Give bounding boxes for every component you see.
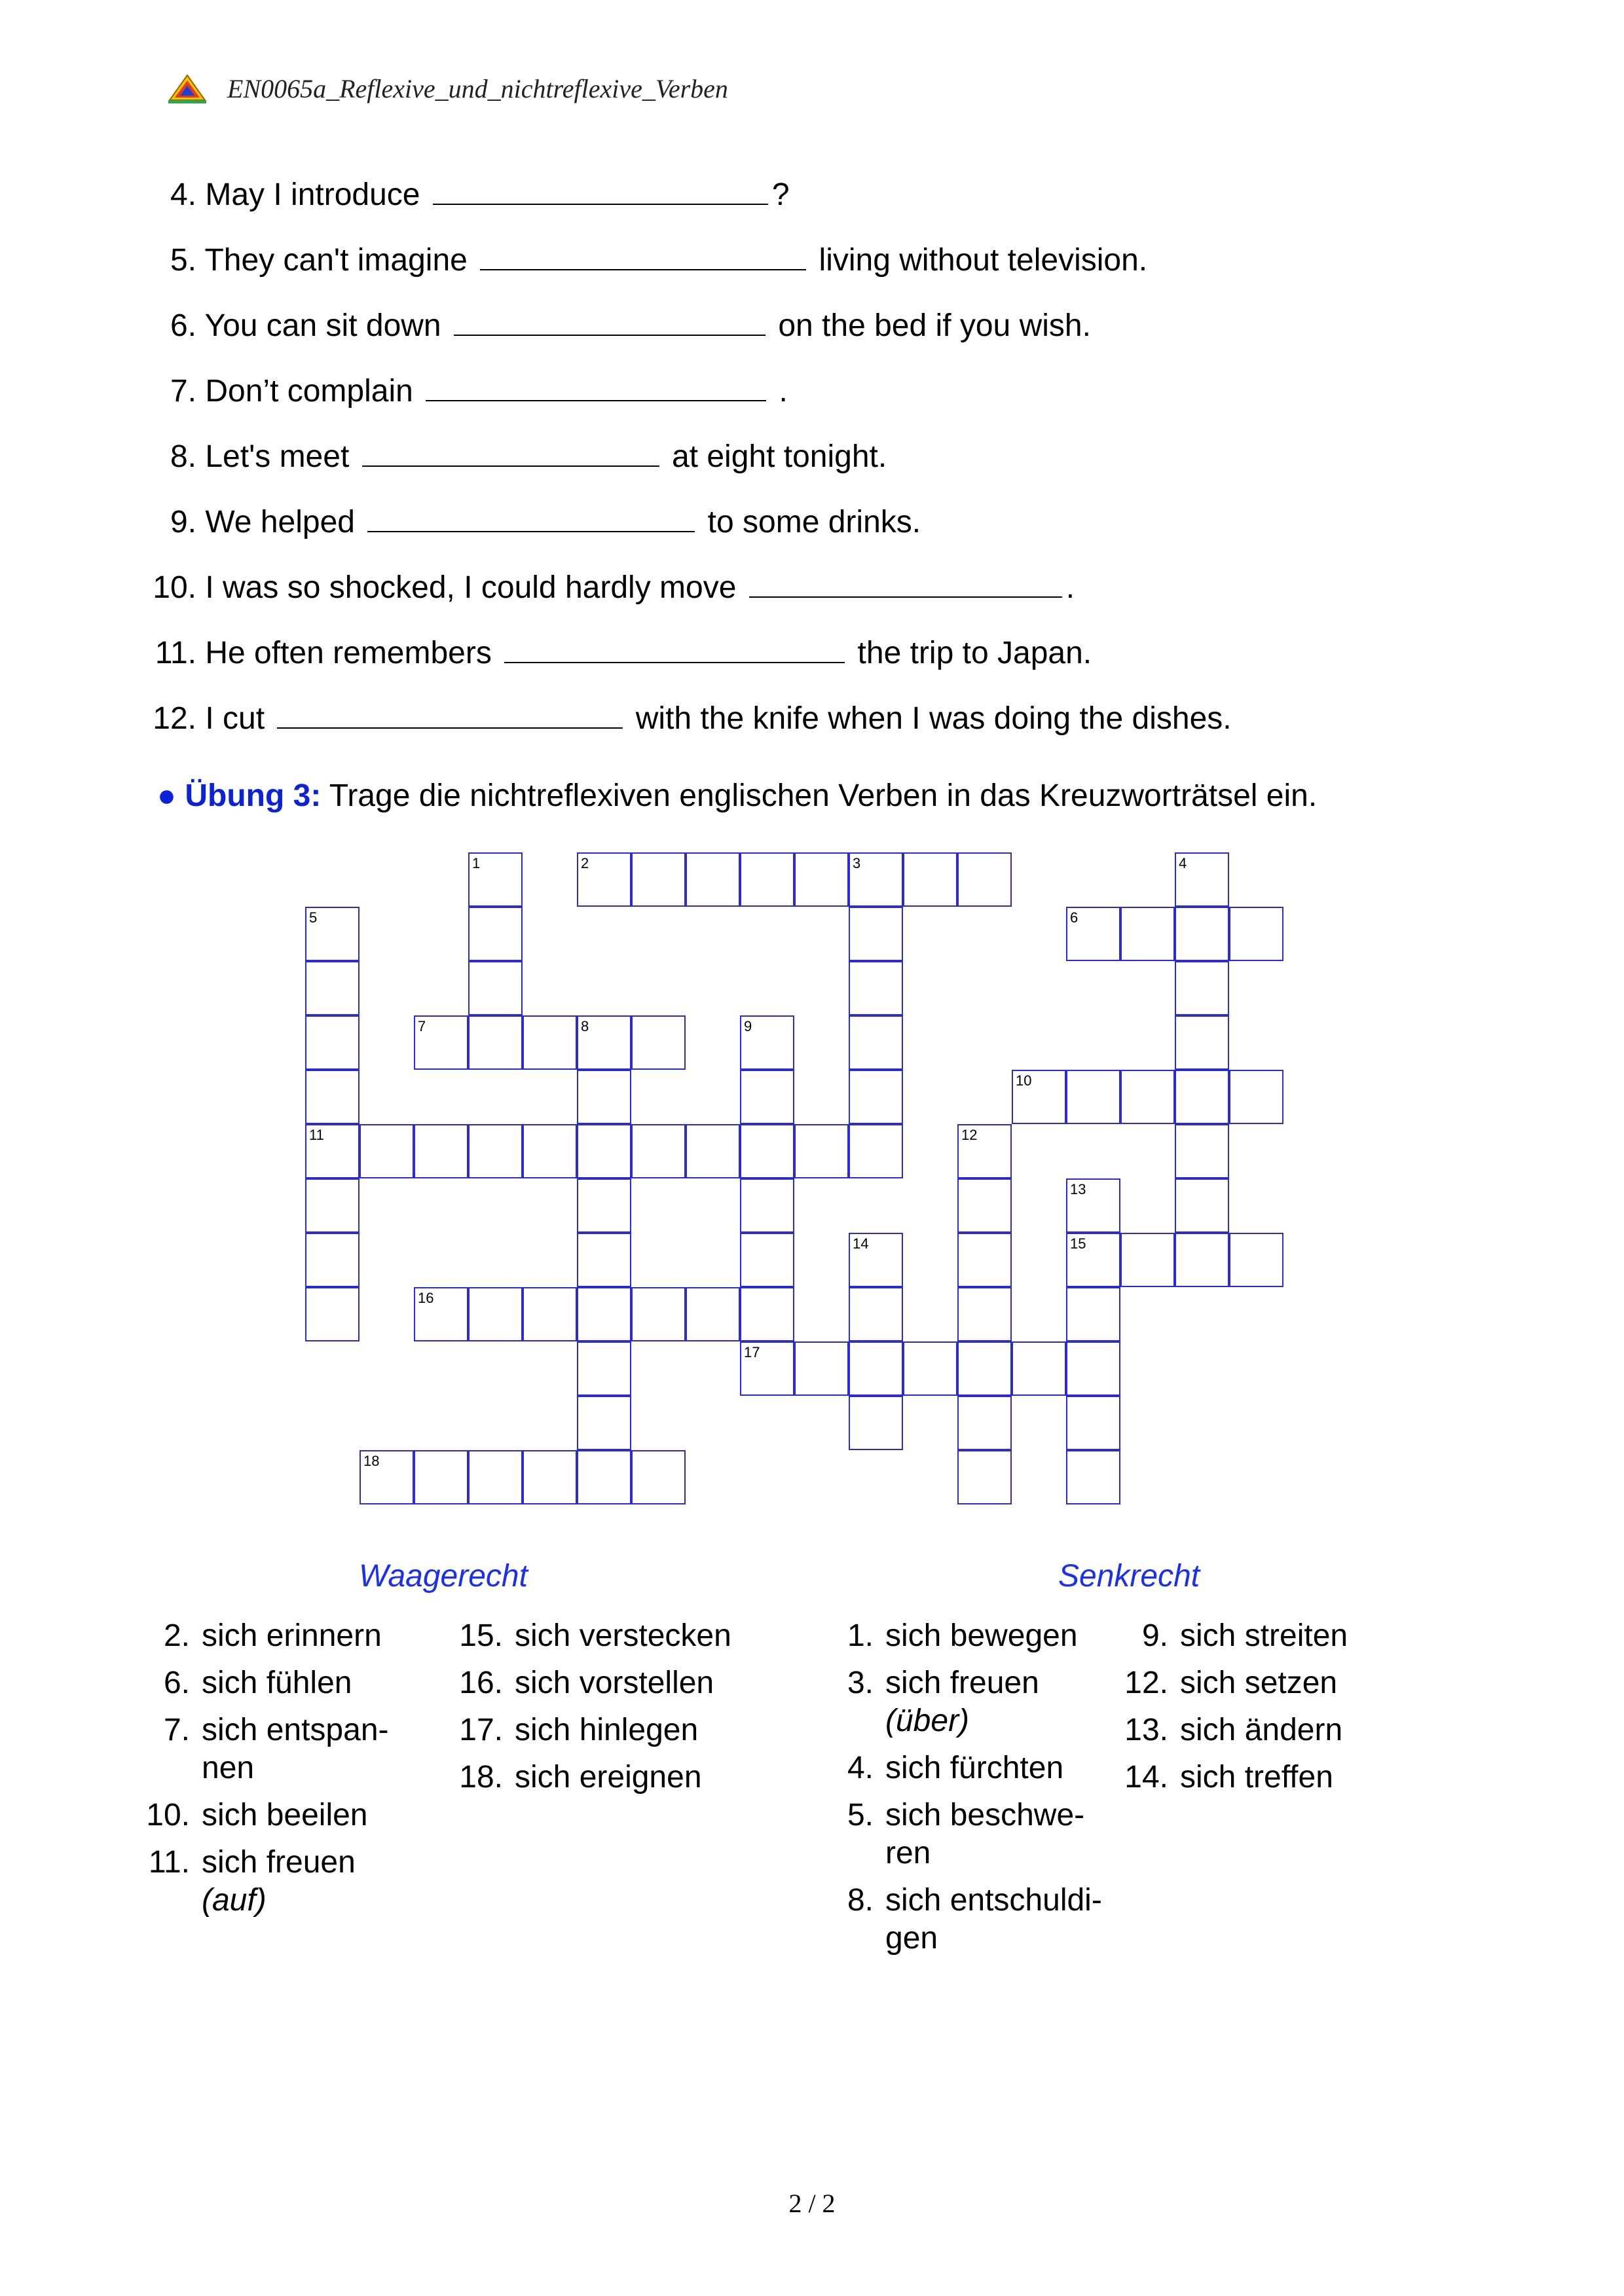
clue-down-continuation: [821, 1834, 931, 1872]
sentence-text: on the bed if you wish.: [778, 308, 1091, 343]
crossword-cell[interactable]: [1012, 1341, 1066, 1396]
sentence-item: [0, 306, 1091, 346]
crossword-cell[interactable]: [305, 1015, 360, 1070]
sentence-text: May I introduce: [205, 177, 420, 212]
clue-text: sich ändern: [1180, 1713, 1343, 1747]
clue-text: sich freuen: [885, 1666, 1039, 1700]
clue-number: 14.: [1124, 1760, 1168, 1795]
document-title: EN0065a_Reflexive_und_nichtreflexive_Verben: [227, 74, 728, 103]
crossword-cell[interactable]: [577, 1015, 631, 1070]
clue-down: [821, 1882, 1102, 1920]
crossword-cell[interactable]: [740, 1341, 794, 1396]
exercise-text: Trage die nichtreflexiven englischen Verben in das Kreuzworträtsel ein.: [329, 778, 1318, 813]
crossword-cell[interactable]: [305, 1233, 360, 1287]
crossword-cell[interactable]: [1066, 1287, 1120, 1341]
crossword-cell-number: 4: [1179, 855, 1187, 871]
crossword-cell[interactable]: [631, 852, 686, 907]
crossword-cell-number: 11: [309, 1127, 324, 1143]
sentence-item: [0, 175, 790, 215]
crossword-cell[interactable]: [1120, 1070, 1175, 1124]
sentence-text: Don’t complain: [205, 374, 413, 409]
clue-hint: (über): [885, 1704, 970, 1738]
crossword-cell[interactable]: [523, 1124, 577, 1178]
crossword-cell[interactable]: [1175, 1070, 1229, 1124]
crossword-cell[interactable]: [794, 852, 849, 907]
crossword-cell-number: 9: [744, 1018, 752, 1034]
crossword-cell[interactable]: [1120, 907, 1175, 961]
crossword-cell-number: 15: [1070, 1235, 1086, 1252]
clue-down: [821, 1617, 1078, 1655]
crossword-cell[interactable]: [849, 1015, 903, 1070]
crossword-cell[interactable]: [740, 1287, 794, 1341]
sentence-number: 11.: [155, 636, 196, 670]
crossword-cell[interactable]: [794, 1341, 849, 1396]
crossword-cell[interactable]: [631, 1450, 686, 1504]
crossword-cell[interactable]: [414, 1124, 468, 1178]
crossword-cell[interactable]: [305, 1070, 360, 1124]
clue-across: [138, 1711, 389, 1749]
sentence-text: with the knife when I was doing the dishes.: [635, 701, 1232, 736]
crossword-cell[interactable]: [360, 1124, 414, 1178]
crossword-cell[interactable]: [414, 1287, 468, 1341]
clue-across: [138, 1664, 352, 1702]
answer-blank[interactable]: [433, 177, 768, 205]
clue-down: [1116, 1711, 1342, 1749]
crossword-cell[interactable]: [849, 1124, 903, 1178]
crossword-cell[interactable]: [468, 1015, 523, 1070]
crossword-cell-number: 5: [309, 909, 318, 926]
sentence-item: [0, 634, 1092, 673]
crossword-cell[interactable]: [523, 1287, 577, 1341]
sentence-number: 12.: [153, 701, 196, 736]
exercise-instruction: [157, 778, 1317, 814]
clue-text: gen: [885, 1921, 938, 1956]
crossword-cell[interactable]: [577, 1233, 631, 1287]
sentence-item: [0, 503, 921, 542]
sentence-number: 4.: [170, 177, 196, 212]
sentence-text: living without television.: [819, 243, 1148, 278]
answer-blank[interactable]: [362, 439, 659, 467]
crossword-cell-number: 6: [1070, 909, 1079, 926]
crossword-cell-number: 14: [853, 1235, 869, 1252]
crossword-cell[interactable]: [957, 852, 1012, 907]
clue-down-continuation: [821, 1920, 938, 1958]
clue-text: sich bewegen: [885, 1618, 1078, 1653]
crossword-cell[interactable]: [957, 1233, 1012, 1287]
sentence-text: Let's meet: [205, 439, 350, 474]
crossword-cell[interactable]: [1175, 1124, 1229, 1178]
clue-text: ren: [885, 1836, 931, 1870]
clue-across: [451, 1711, 698, 1749]
answer-blank[interactable]: [504, 636, 845, 663]
clue-text: sich treffen: [1180, 1760, 1333, 1795]
sentence-number: 7.: [170, 374, 196, 409]
clue-down-continuation: [821, 1702, 969, 1740]
crossword-cell[interactable]: [1175, 1178, 1229, 1233]
crossword-cell[interactable]: [577, 1124, 631, 1178]
clue-across: [451, 1758, 702, 1796]
sentence-text: They can't imagine: [204, 243, 468, 278]
crossword-cell[interactable]: [1120, 1233, 1175, 1287]
sentence-number: 10.: [153, 570, 196, 605]
clue-text: sich beeilen: [202, 1798, 368, 1832]
crossword-cell[interactable]: [577, 852, 631, 907]
crossword-cell[interactable]: [957, 1287, 1012, 1341]
sentence-text: He often remembers: [205, 636, 492, 670]
crossword-cell[interactable]: [903, 852, 957, 907]
crossword-cell[interactable]: [1175, 1233, 1229, 1287]
crossword-cell[interactable]: [849, 1341, 903, 1396]
crossword-cell-number: 12: [961, 1127, 978, 1143]
clue-down: [821, 1749, 1063, 1787]
clue-number: 5.: [847, 1798, 874, 1832]
crossword-cell-number: 17: [744, 1344, 760, 1360]
clue-text: nen: [202, 1751, 255, 1785]
crossword-cell[interactable]: [686, 1287, 740, 1341]
crossword-cell[interactable]: [1229, 1070, 1283, 1124]
sentence-number: 5.: [170, 243, 196, 278]
crossword-cell[interactable]: [577, 1178, 631, 1233]
crossword-cell[interactable]: [957, 1396, 1012, 1450]
crossword-cell[interactable]: [577, 1450, 631, 1504]
clue-across: [138, 1844, 356, 1882]
clue-hint: (auf): [202, 1883, 267, 1918]
clue-number: 1.: [847, 1618, 874, 1653]
crossword-cell[interactable]: [523, 1450, 577, 1504]
crossword-cell[interactable]: [957, 1450, 1012, 1504]
crossword-cell[interactable]: [849, 1287, 903, 1341]
clue-text: sich freuen: [202, 1845, 356, 1880]
crossword-cell-number: 13: [1070, 1181, 1086, 1197]
across-heading: Waagerecht: [359, 1559, 528, 1594]
clue-text: sich erinnern: [202, 1618, 382, 1653]
clue-text: sich entschuldi-: [885, 1883, 1102, 1918]
clue-text: sich entspan-: [202, 1713, 389, 1747]
crossword-cell[interactable]: [957, 1178, 1012, 1233]
clue-across: [138, 1617, 382, 1655]
crossword-cell[interactable]: [305, 1178, 360, 1233]
crossword-cell[interactable]: [1066, 1070, 1120, 1124]
crossword-cell[interactable]: [414, 1015, 468, 1070]
clue-down: [1116, 1664, 1337, 1702]
crossword-cell[interactable]: [631, 1124, 686, 1178]
crossword-cell[interactable]: [305, 961, 360, 1015]
crossword-cell[interactable]: [577, 1341, 631, 1396]
crossword-cell-number: 8: [581, 1018, 589, 1034]
sentence-number: 6.: [170, 308, 196, 343]
crossword-cell-number: 16: [418, 1290, 434, 1306]
crossword-cell[interactable]: [1175, 852, 1229, 907]
crossword-cell[interactable]: [468, 1450, 523, 1504]
clue-number: 12.: [1124, 1666, 1168, 1700]
sentence-item: [0, 241, 1147, 280]
crossword-cell[interactable]: [740, 1015, 794, 1070]
crossword-cell[interactable]: [849, 1070, 903, 1124]
clue-down: [1116, 1617, 1348, 1655]
sentence-text: at eight tonight.: [671, 439, 887, 474]
answer-blank[interactable]: [480, 243, 806, 270]
crossword-cell[interactable]: [631, 1015, 686, 1070]
clue-number: 18.: [459, 1760, 503, 1795]
sentence-text: We helped: [205, 505, 355, 539]
crossword-cell[interactable]: [360, 1450, 414, 1504]
clue-across: [451, 1664, 714, 1702]
crossword-cell[interactable]: [957, 1124, 1012, 1178]
crossword-cell[interactable]: [740, 1124, 794, 1178]
clue-number: 7.: [163, 1713, 190, 1747]
clue-down: [1116, 1758, 1333, 1796]
clue-number: 6.: [163, 1666, 190, 1700]
crossword-cell[interactable]: [849, 852, 903, 907]
crossword-cell[interactable]: [740, 852, 794, 907]
crossword-cell-number: 7: [418, 1018, 426, 1034]
sentence-item: [0, 437, 887, 477]
crossword-cell[interactable]: [686, 1124, 740, 1178]
crossword-cell[interactable]: [414, 1450, 468, 1504]
crossword-cell-number: 3: [853, 855, 861, 871]
crossword-cell[interactable]: [686, 852, 740, 907]
book-logo-icon: [167, 74, 208, 104]
crossword-cell[interactable]: [1012, 1070, 1066, 1124]
sentence-item: [0, 699, 1232, 738]
crossword-cell[interactable]: [305, 1124, 360, 1178]
sentence-text: the trip to Japan.: [857, 636, 1092, 670]
clue-text: sich fürchten: [885, 1751, 1064, 1785]
clue-number: 11.: [148, 1845, 190, 1880]
clue-text: sich streiten: [1180, 1618, 1348, 1653]
clue-number: 8.: [847, 1883, 874, 1918]
crossword-cell[interactable]: [577, 1396, 631, 1450]
clue-text: sich vorstellen: [515, 1666, 714, 1700]
crossword-cell[interactable]: [1066, 1341, 1120, 1396]
crossword-cell[interactable]: [849, 1396, 903, 1450]
clue-number: 4.: [847, 1751, 874, 1785]
sentence-text: .: [1065, 570, 1075, 605]
sentence-text: You can sit down: [204, 308, 441, 343]
crossword-cell[interactable]: [305, 1287, 360, 1341]
clue-text: sich setzen: [1180, 1666, 1338, 1700]
crossword-cell[interactable]: [740, 1178, 794, 1233]
crossword-cell[interactable]: [849, 907, 903, 961]
crossword-cell[interactable]: [1066, 1178, 1120, 1233]
clue-number: 3.: [847, 1666, 874, 1700]
clue-number: 10.: [146, 1798, 190, 1832]
clue-across-continuation: [138, 1882, 267, 1920]
crossword-cell[interactable]: [1175, 1015, 1229, 1070]
crossword-cell[interactable]: [577, 1287, 631, 1341]
sentence-text: .: [779, 374, 788, 409]
crossword-cell[interactable]: [849, 1233, 903, 1287]
crossword-cell[interactable]: [468, 907, 523, 961]
crossword-cell[interactable]: [957, 1341, 1012, 1396]
clue-number: 9.: [1141, 1618, 1168, 1653]
clue-down: [821, 1664, 1039, 1702]
clue-across-continuation: [138, 1749, 254, 1787]
down-heading: Senkrecht: [1058, 1559, 1200, 1594]
crossword-cell[interactable]: [631, 1287, 686, 1341]
header: [167, 73, 728, 104]
crossword-cell[interactable]: [523, 1015, 577, 1070]
crossword-cell[interactable]: [849, 961, 903, 1015]
exercise-label: Übung 3:: [185, 778, 322, 813]
sentence-text: to some drinks.: [707, 505, 921, 539]
sentence-text: I was so shocked, I could hardly move: [205, 570, 737, 605]
crossword-cell[interactable]: [740, 1233, 794, 1287]
bullet-icon: ●: [157, 778, 176, 813]
crossword-cell-number: 18: [363, 1453, 380, 1469]
clue-text: sich fühlen: [202, 1666, 352, 1700]
page-number: 2 / 2: [788, 2189, 836, 2218]
crossword-cell[interactable]: [1229, 907, 1283, 961]
crossword-cell-number: 1: [472, 855, 481, 871]
sentence-text: I cut: [205, 701, 265, 736]
sentence-number: 8.: [170, 439, 196, 474]
answer-blank[interactable]: [749, 570, 1062, 598]
clue-number: 13.: [1124, 1713, 1168, 1747]
clue-number: 15.: [459, 1618, 503, 1653]
crossword-cell[interactable]: [305, 907, 360, 961]
crossword-cell[interactable]: [1066, 1233, 1120, 1287]
clue-text: sich ereignen: [515, 1760, 702, 1795]
clue-number: 2.: [163, 1618, 190, 1653]
clue-number: 16.: [459, 1666, 503, 1700]
crossword-cell[interactable]: [468, 852, 523, 907]
answer-blank[interactable]: [454, 308, 766, 336]
crossword-cell[interactable]: [903, 1341, 957, 1396]
crossword-cell[interactable]: [1229, 1233, 1283, 1287]
sentence-item: [0, 372, 788, 411]
answer-blank[interactable]: [426, 374, 766, 401]
crossword-cell[interactable]: [794, 1124, 849, 1178]
answer-blank[interactable]: [277, 701, 623, 729]
sentence-number: 9.: [170, 505, 196, 539]
crossword-cell-number: 2: [581, 855, 589, 871]
crossword-cell[interactable]: [1066, 907, 1120, 961]
clue-number: 17.: [459, 1713, 503, 1747]
clue-text: sich hinlegen: [515, 1713, 699, 1747]
crossword-cell[interactable]: [577, 1070, 631, 1124]
crossword-cell[interactable]: [468, 1287, 523, 1341]
sentence-item: [0, 568, 1075, 608]
crossword-cell[interactable]: [468, 1124, 523, 1178]
crossword-cell[interactable]: [468, 961, 523, 1015]
sentence-text: ?: [771, 177, 790, 212]
clue-across: [451, 1617, 731, 1655]
crossword-cell[interactable]: [740, 1070, 794, 1124]
clue-text: sich beschwe-: [885, 1798, 1085, 1832]
crossword-cell[interactable]: [1066, 1396, 1120, 1450]
clue-text: sich verstecken: [515, 1618, 731, 1653]
crossword-cell-number: 10: [1016, 1072, 1032, 1089]
clue-across: [138, 1796, 368, 1834]
answer-blank[interactable]: [367, 505, 695, 532]
clue-down: [821, 1796, 1084, 1834]
crossword-cell[interactable]: [1175, 907, 1229, 961]
crossword-cell[interactable]: [1175, 961, 1229, 1015]
crossword-cell[interactable]: [1066, 1450, 1120, 1504]
